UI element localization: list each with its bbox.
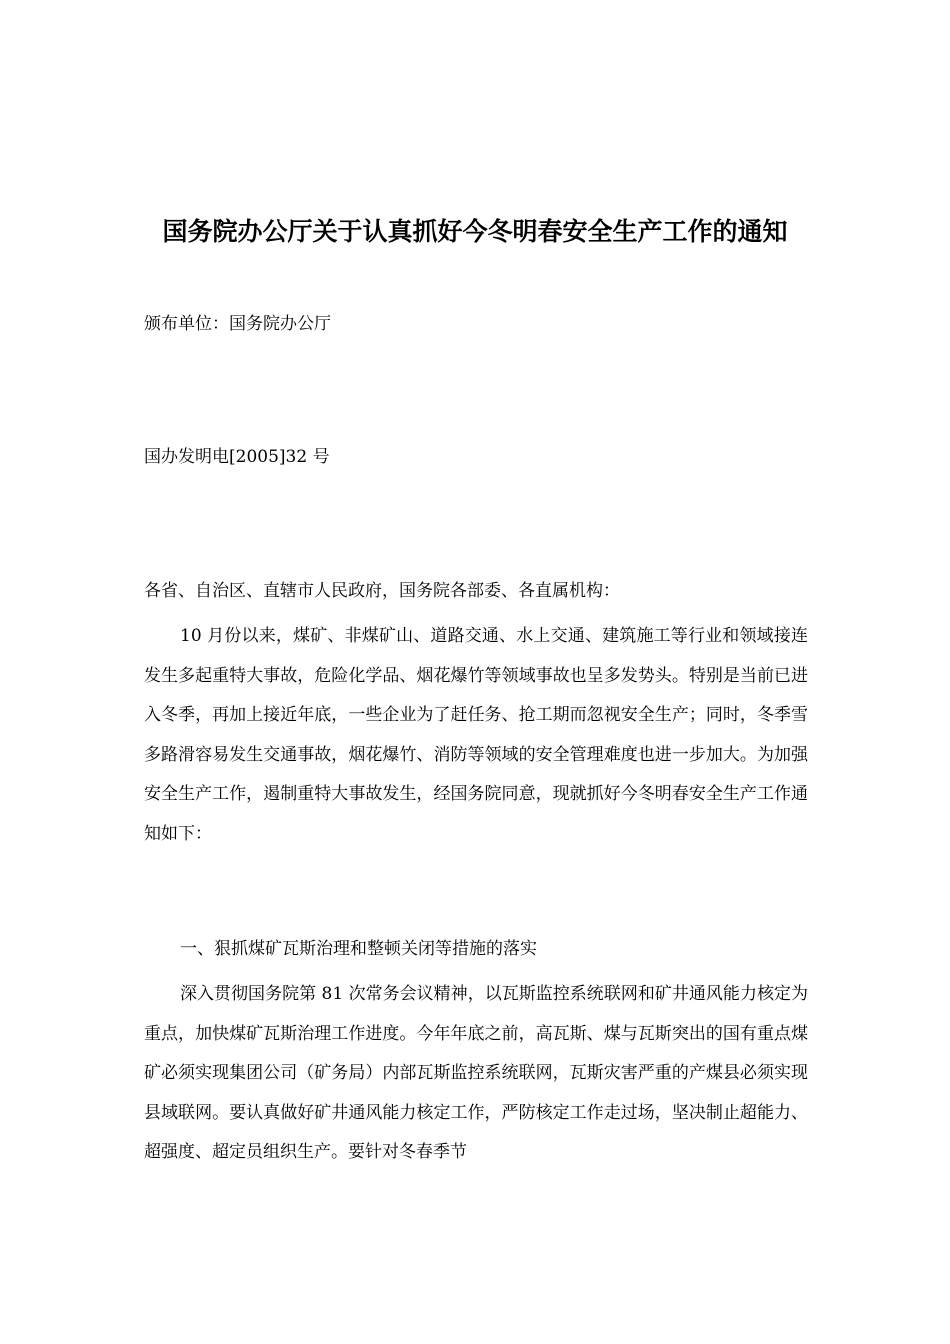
issuer-line: 颁布单位：国务院办公厅 xyxy=(144,314,331,334)
section-heading-1: 一、狠抓煤矿瓦斯治理和整顿关闭等措施的落实 xyxy=(180,939,537,959)
body-paragraph-2: 深入贯彻国务院第 81 次常务会议精神，以瓦斯监控系统联网和矿井通风能力核定为重点，加快煤矿瓦斯治理工作进度。今年年底之前，高瓦斯、煤与瓦斯突出的国有重点煤矿必须实现集团公司（矿务局）内部瓦斯监控系统联网，瓦斯灾害严重的产煤县必须实现县域联网。要认真做好矿井通风能力核定工作，严防核定工作走过场，坚决制止超能力、超强度、超定员组织生产。要针对冬春季节 xyxy=(144,984,808,1162)
body-paragraph-1: 10 月份以来，煤矿、非煤矿山、道路交通、水上交通、建筑施工等行业和领域接连发生多起重特大事故，危险化学品、烟花爆竹等领域事故也呈多发势头。特别是当前已进入冬季，再加上接近年底，一些企业为了赶任务、抢工期而忽视安全生产；同时，冬季雪多路滑容易发生交通事故，烟花爆竹、消防等领域的安全管理难度也进一步加大。为加强安全生产工作，遏制重特大事故发生，经国务院同意，现就抓好今冬明春安全生产工作通知如下： xyxy=(144,626,808,844)
document-title: 国务院办公厅关于认真抓好今冬明春安全生产工作的通知 xyxy=(162,217,788,246)
addressee-line: 各省、自治区、直辖市人民政府，国务院各部委、各直属机构： xyxy=(144,581,620,601)
document-number: 国办发明电[2005]32 号 xyxy=(144,447,330,467)
